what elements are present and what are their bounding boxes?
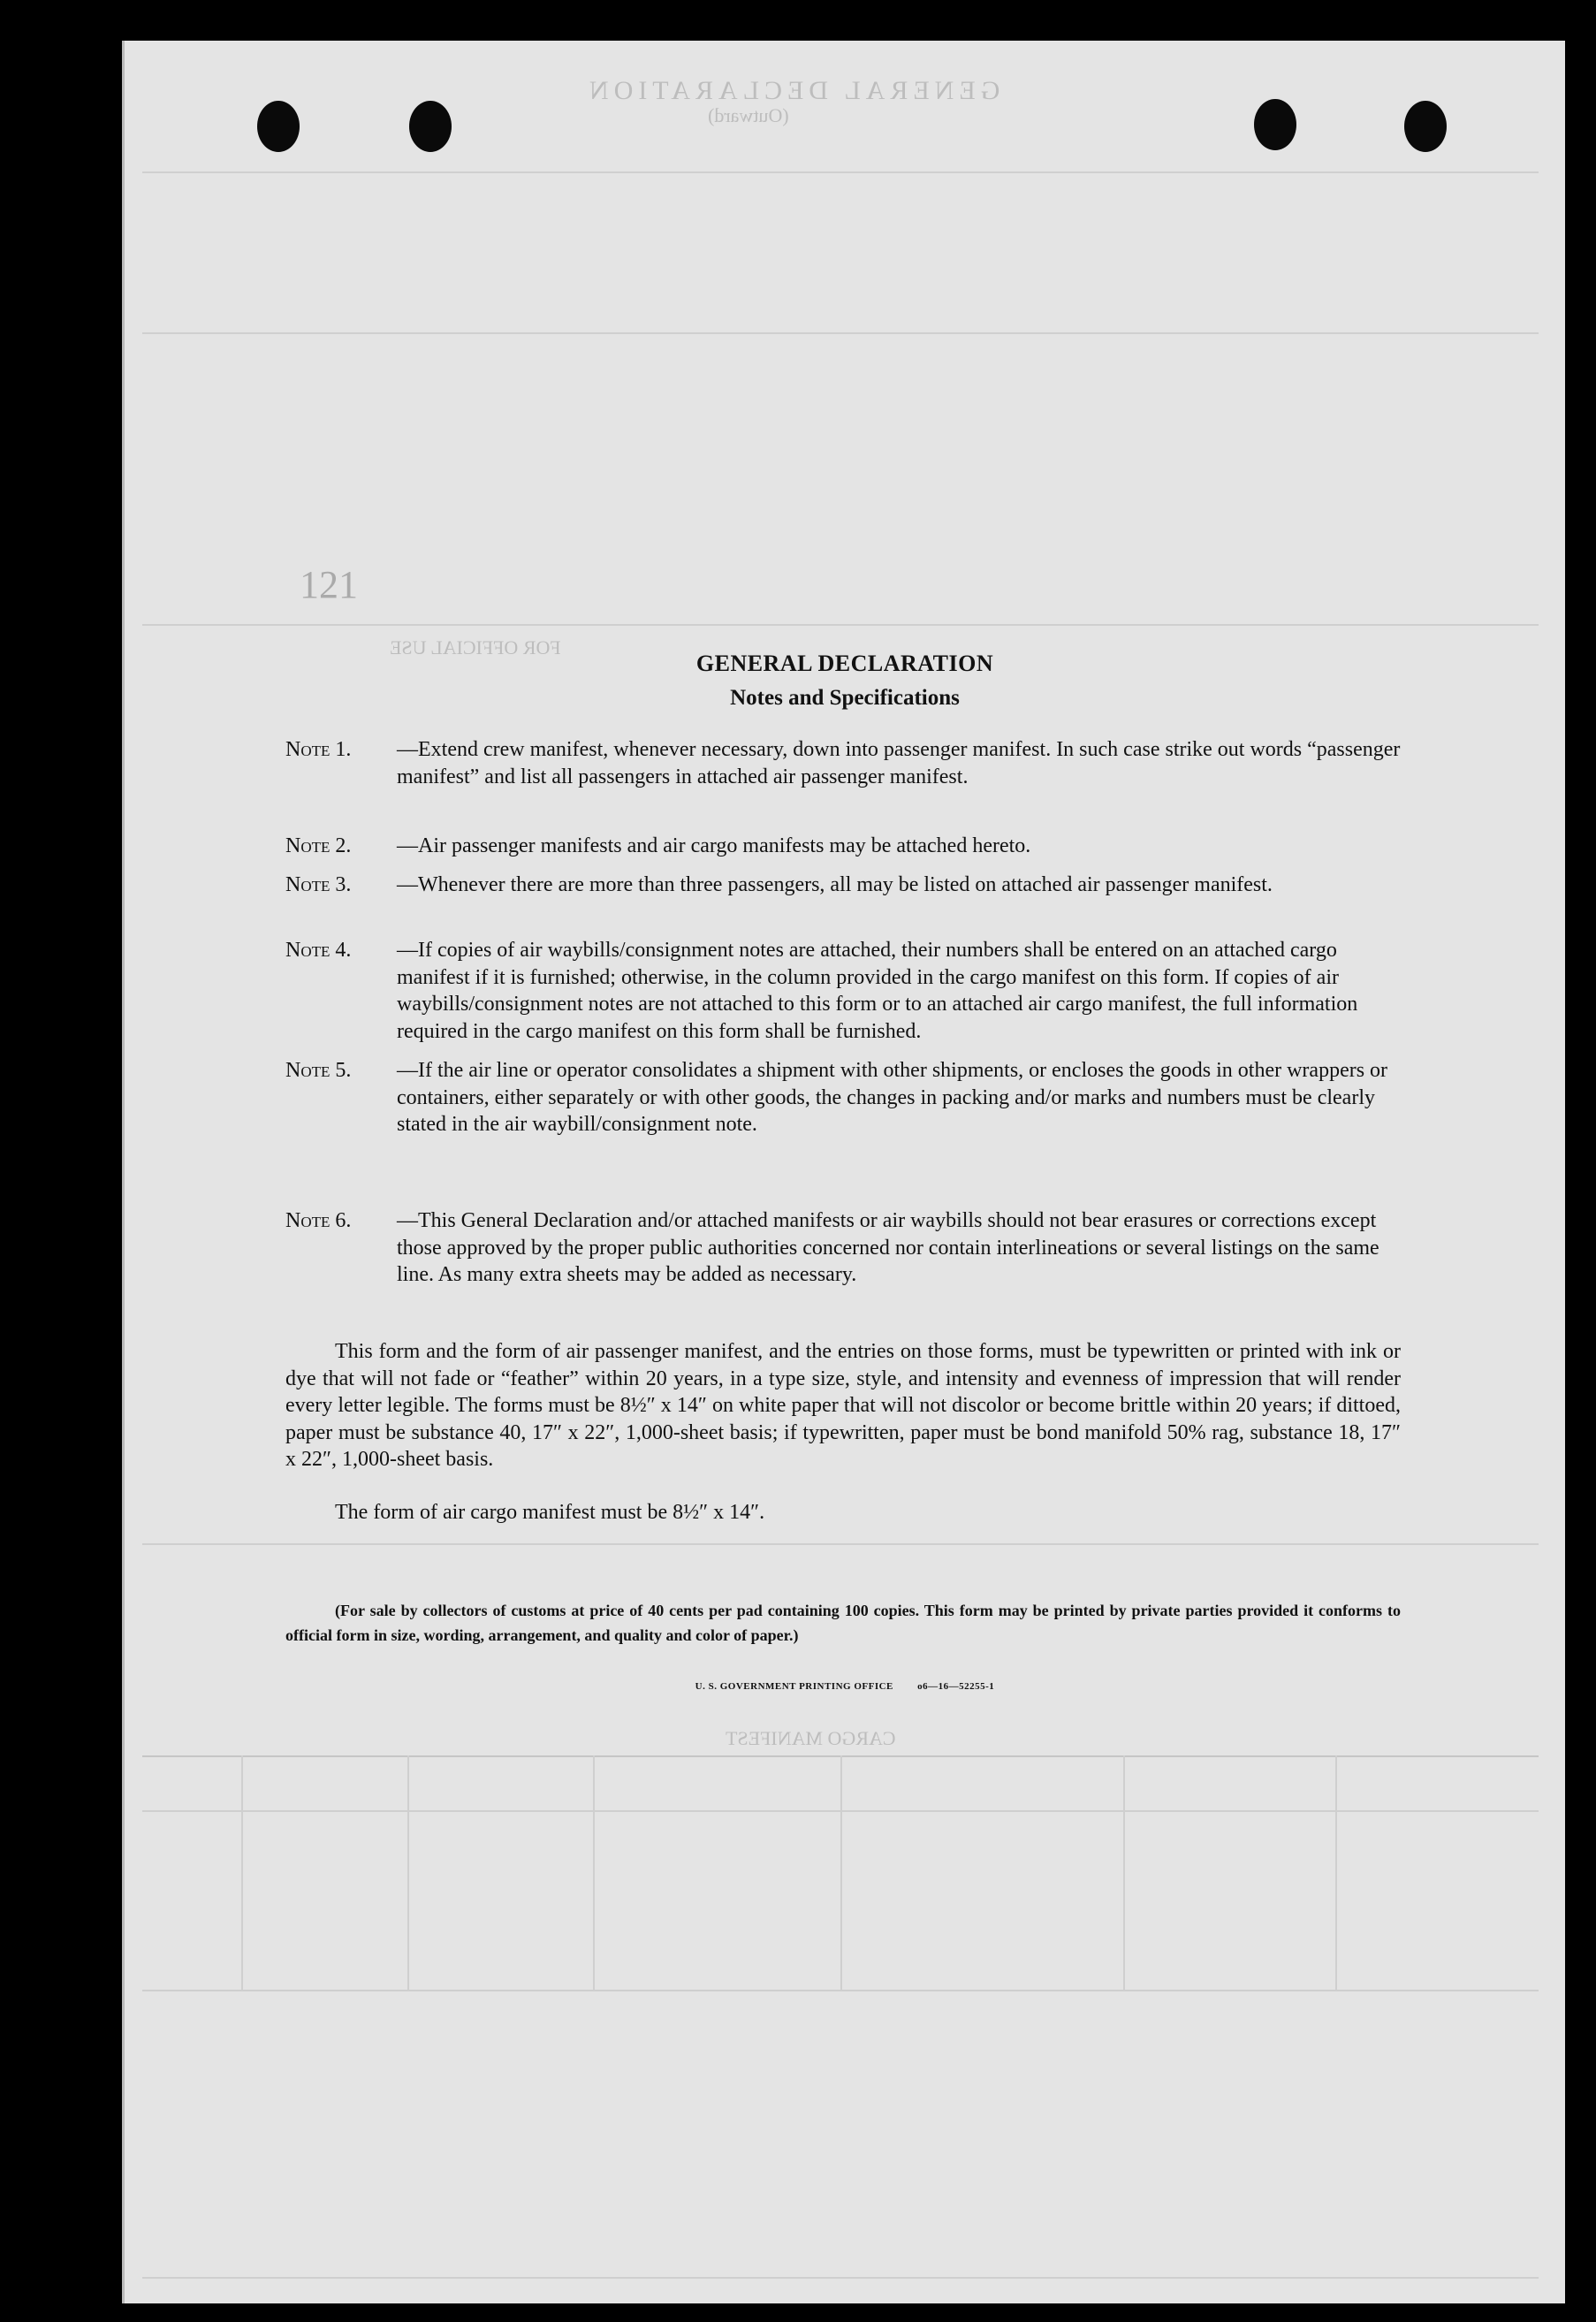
bleed-through-title: GENERAL DECLARATION xyxy=(584,76,1000,105)
printer-office: U. S. GOVERNMENT PRINTING OFFICE xyxy=(695,1681,893,1692)
bleed-line xyxy=(142,624,1539,626)
printer-code: o6—16—52255-1 xyxy=(917,1681,995,1692)
document-page xyxy=(122,41,1565,2303)
punch-hole-right-2 xyxy=(1404,101,1447,152)
bleed-vline xyxy=(840,1755,842,1990)
note-6 xyxy=(285,1207,1401,1289)
note-1 xyxy=(285,736,1401,790)
note-text: —Extend crew manifest, whenever necessary, down into passenger manifest. In such case strike out words “passenger manifest” and list all passengers in attached air passenger manifest. xyxy=(397,738,1401,788)
cargo-manifest-size-line: The form of air cargo manifest must be 8½″ x 14″. xyxy=(335,1501,765,1524)
form-requirements-paragraph: This form and the form of air passenger manifest, and the entries on those forms, must be typewritten or printed with ink or dye that will not fade or “feather” within 20 years, in a type size, style, and intensity and evenness of impression that will render every letter legible. The forms must be 8½″ x 14″ on white paper that will not discolor or become brittle within 20 years; if dittoed, paper must be substance 40, 17″ x 22″, 1,000-sheet basis; if typewritten, paper must be bond manifold 50% rag, substance 18, 17″ x 22″, 1,000-sheet basis. xyxy=(285,1340,1401,1471)
punch-hole-left-2 xyxy=(409,101,452,152)
punch-hole-left-1 xyxy=(257,101,300,152)
bleed-vline xyxy=(593,1755,595,1990)
bleed-line xyxy=(142,1543,1539,1545)
bleed-through-official-use: FOR OFFICIAL USE xyxy=(390,636,561,659)
document-subtitle: Notes and Specifications xyxy=(730,686,960,710)
note-text: —If the air line or operator consolidates a shipment with other shipments, or encloses the goods in other wrappers or containers, either separately or with other goods, the changes in packing and/or marks and numbers must be clearly stated in the air waybill/consignment note. xyxy=(397,1059,1388,1136)
bleed-vline xyxy=(407,1755,409,1990)
note-label: Note 1. xyxy=(285,738,352,761)
bleed-line xyxy=(142,171,1539,173)
note-5 xyxy=(285,1057,1401,1138)
note-label: Note 3. xyxy=(285,873,352,896)
bleed-line xyxy=(142,332,1539,334)
bleed-through-stamp-number: 121 xyxy=(300,563,358,606)
bleed-vline xyxy=(1123,1755,1125,1990)
bleed-through-cargo-manifest: CARGO MANIFEST xyxy=(726,1727,896,1749)
printer-imprint xyxy=(125,1681,1565,1692)
note-4 xyxy=(285,937,1401,1045)
note-text: —This General Declaration and/or attached manifests or air waybills should not bear erasures or corrections except those approved by the proper public authorities concerned nor contain interlineations or several listings on the same line. As many extra sheets may be added as necessary. xyxy=(397,1209,1379,1286)
note-label: Note 4. xyxy=(285,939,352,962)
sale-notice: (For sale by collectors of customs at price of 40 cents per pad containing 100 copies. This form may be printed by private parties provided it conforms to official form in size, wording, arrangement, and quality and color of paper.) xyxy=(285,1602,1401,1644)
bleed-through-subtitle: (Outward) xyxy=(708,104,789,126)
note-label: Note 5. xyxy=(285,1059,352,1082)
document-title: GENERAL DECLARATION xyxy=(695,651,994,676)
note-label: Note 6. xyxy=(285,1209,352,1232)
note-label: Note 2. xyxy=(285,834,352,857)
note-3 xyxy=(285,872,1401,899)
bleed-vline xyxy=(1335,1755,1337,1990)
bleed-vline xyxy=(241,1755,243,1990)
note-text: —Air passenger manifests and air cargo manifests may be attached hereto. xyxy=(397,834,1031,857)
bleed-line xyxy=(142,2277,1539,2279)
note-text: —Whenever there are more than three passengers, all may be listed on attached air passenger manifest. xyxy=(397,873,1273,896)
bleed-line xyxy=(142,1990,1539,1991)
note-2 xyxy=(285,833,1401,860)
punch-hole-right-1 xyxy=(1254,99,1296,150)
note-text: —If copies of air waybills/consignment notes are attached, their numbers shall be entered on an attached cargo manifest if it is furnished; otherwise, in the column provided in the cargo manifest on this form. If copies of air waybills/consignment notes are not attached to this form or to an attached air cargo manifest, the full information required in the cargo manifest on this form shall be furnished. xyxy=(397,939,1358,1043)
